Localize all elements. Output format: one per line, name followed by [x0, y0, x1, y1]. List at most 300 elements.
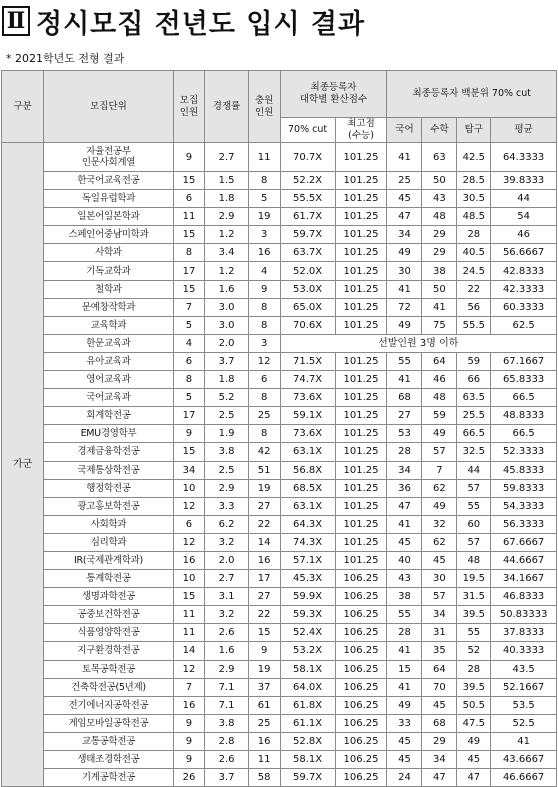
korean-cell: 45: [387, 732, 422, 750]
unit-name: 국어교육과: [44, 389, 173, 407]
competition-cell: 2.0: [205, 551, 248, 569]
inquiry-cell: 39.5: [457, 606, 491, 624]
cut70-cell: 52.4X: [280, 624, 335, 642]
cut70-cell: 53.2X: [280, 642, 335, 660]
max-score-cell: 101.25: [335, 515, 387, 533]
table-row: [2, 606, 557, 624]
average-cell: 44: [491, 190, 557, 208]
quota-cell: 6: [173, 190, 205, 208]
cut70-cell: 63.7X: [280, 244, 335, 262]
cut70-cell: 65.0X: [280, 298, 335, 316]
cut70-cell: 55.5X: [280, 190, 335, 208]
filled-cell: 3: [248, 226, 280, 244]
cut70-cell: 68.5X: [280, 479, 335, 497]
table-row: [2, 769, 557, 787]
quota-cell: 11: [173, 624, 205, 642]
competition-cell: 2.7: [205, 570, 248, 588]
math-cell: 50: [422, 280, 457, 298]
quota-cell: 15: [173, 588, 205, 606]
quota-cell: 15: [173, 226, 205, 244]
competition-cell: 7.1: [205, 678, 248, 696]
header-competition: 경쟁률: [205, 71, 248, 143]
competition-cell: 3.8: [205, 443, 248, 461]
quota-cell: 10: [173, 479, 205, 497]
korean-cell: 68: [387, 389, 422, 407]
inquiry-cell: 48: [457, 551, 491, 569]
filled-cell: 12: [248, 352, 280, 370]
quota-cell: 9: [173, 425, 205, 443]
max-score-cell: 101.25: [335, 389, 387, 407]
average-cell: 52.5: [491, 714, 557, 732]
filled-cell: 25: [248, 714, 280, 732]
unit-name: 생명과학전공: [44, 588, 173, 606]
math-cell: 48: [422, 389, 457, 407]
math-cell: 32: [422, 515, 457, 533]
quota-cell: 9: [173, 751, 205, 769]
max-score-cell: 101.25: [335, 244, 387, 262]
competition-cell: 2.9: [205, 479, 248, 497]
filled-cell: 11: [248, 143, 280, 172]
korean-cell: 45: [387, 533, 422, 551]
max-score-cell: 101.25: [335, 461, 387, 479]
korean-cell: 41: [387, 143, 422, 172]
competition-cell: 3.8: [205, 714, 248, 732]
table-row: [2, 443, 557, 461]
korean-cell: 53: [387, 425, 422, 443]
unit-name: 식품영양학전공: [44, 624, 173, 642]
math-cell: 57: [422, 588, 457, 606]
unit-name: 행정학전공: [44, 479, 173, 497]
filled-cell: 8: [248, 425, 280, 443]
unit-name: 사회학과: [44, 515, 173, 533]
competition-cell: 1.6: [205, 642, 248, 660]
average-cell: 42.8333: [491, 262, 557, 280]
inquiry-cell: 57: [457, 533, 491, 551]
inquiry-cell: 47.5: [457, 714, 491, 732]
filled-cell: 15: [248, 624, 280, 642]
max-score-cell: 106.25: [335, 769, 387, 787]
average-cell: 66.5: [491, 425, 557, 443]
table-row: [2, 208, 557, 226]
competition-cell: 2.6: [205, 751, 248, 769]
filled-cell: 4: [248, 262, 280, 280]
math-cell: 62: [422, 533, 457, 551]
filled-cell: 8: [248, 298, 280, 316]
inquiry-cell: 66: [457, 371, 491, 389]
cut70-cell: 74.3X: [280, 533, 335, 551]
quota-cell: 11: [173, 606, 205, 624]
inquiry-cell: 50.5: [457, 696, 491, 714]
math-cell: 57: [422, 443, 457, 461]
competition-cell: 1.8: [205, 190, 248, 208]
inquiry-cell: 55: [457, 624, 491, 642]
quota-cell: 16: [173, 551, 205, 569]
table-row: [2, 244, 557, 262]
section-number: Ⅱ: [2, 6, 30, 36]
inquiry-cell: 66.5: [457, 425, 491, 443]
filled-cell: 17: [248, 570, 280, 588]
korean-cell: 72: [387, 298, 422, 316]
korean-cell: 28: [387, 624, 422, 642]
inquiry-cell: 60: [457, 515, 491, 533]
cut70-cell: 70.7X: [280, 143, 335, 172]
inquiry-cell: 28: [457, 226, 491, 244]
competition-cell: 2.5: [205, 461, 248, 479]
competition-cell: 2.0: [205, 334, 248, 352]
average-cell: 67.1667: [491, 352, 557, 370]
average-cell: 53.5: [491, 696, 557, 714]
cut70-cell: 59.1X: [280, 407, 335, 425]
korean-cell: 41: [387, 642, 422, 660]
cut70-cell: 58.1X: [280, 660, 335, 678]
cut70-cell: 74.7X: [280, 371, 335, 389]
math-cell: 31: [422, 624, 457, 642]
inquiry-cell: 47: [457, 769, 491, 787]
average-cell: 43.6667: [491, 751, 557, 769]
quota-cell: 11: [173, 208, 205, 226]
max-score-cell: 101.25: [335, 443, 387, 461]
cut70-cell: 59.7X: [280, 769, 335, 787]
table-row: [2, 660, 557, 678]
table-row: [2, 751, 557, 769]
average-cell: 40.3333: [491, 642, 557, 660]
header-inquiry: 탐구: [457, 118, 491, 143]
table-row: [2, 533, 557, 551]
average-cell: 54: [491, 208, 557, 226]
math-cell: 30: [422, 570, 457, 588]
competition-cell: 1.5: [205, 172, 248, 190]
competition-cell: 2.6: [205, 624, 248, 642]
quota-cell: 12: [173, 533, 205, 551]
filled-cell: 42: [248, 443, 280, 461]
unit-name: 게임모바일공학전공: [44, 714, 173, 732]
unit-name: 철학과: [44, 280, 173, 298]
cut70-cell: 61.8X: [280, 696, 335, 714]
math-cell: 7: [422, 461, 457, 479]
quota-cell: 17: [173, 262, 205, 280]
math-cell: 38: [422, 262, 457, 280]
math-cell: 35: [422, 642, 457, 660]
inquiry-cell: 28.5: [457, 172, 491, 190]
filled-cell: 51: [248, 461, 280, 479]
unit-name: 토목공학전공: [44, 660, 173, 678]
korean-cell: 15: [387, 660, 422, 678]
average-cell: 64.3333: [491, 143, 557, 172]
quota-cell: 6: [173, 515, 205, 533]
max-score-cell: 101.25: [335, 226, 387, 244]
korean-cell: 41: [387, 515, 422, 533]
filled-cell: 61: [248, 696, 280, 714]
unit-name: 경제금융학전공: [44, 443, 173, 461]
competition-cell: 2.9: [205, 660, 248, 678]
max-score-cell: 106.25: [335, 642, 387, 660]
table-row: [2, 407, 557, 425]
quota-cell: 9: [173, 143, 205, 172]
table-row: [2, 280, 557, 298]
filled-cell: 6: [248, 371, 280, 389]
unit-name: EMU경영학부: [44, 425, 173, 443]
filled-cell: 37: [248, 678, 280, 696]
cut70-cell: 61.7X: [280, 208, 335, 226]
competition-cell: 2.9: [205, 208, 248, 226]
korean-cell: 41: [387, 371, 422, 389]
average-cell: 62.5: [491, 316, 557, 334]
inquiry-cell: 55: [457, 497, 491, 515]
inquiry-cell: 39.5: [457, 678, 491, 696]
filled-cell: 3: [248, 334, 280, 352]
max-score-cell: 101.25: [335, 190, 387, 208]
unit-name-line1: 자율전공부: [86, 146, 131, 157]
table-row: [2, 570, 557, 588]
unit-name: 기독교학과: [44, 262, 173, 280]
unit-name: 스페인어중남미학과: [44, 226, 173, 244]
math-cell: 64: [422, 660, 457, 678]
korean-cell: 45: [387, 751, 422, 769]
max-score-cell: 101.25: [335, 316, 387, 334]
max-score-cell: 106.25: [335, 714, 387, 732]
filled-cell: 27: [248, 497, 280, 515]
inquiry-cell: 44: [457, 461, 491, 479]
math-cell: 47: [422, 769, 457, 787]
inquiry-cell: 25.5: [457, 407, 491, 425]
korean-cell: 45: [387, 190, 422, 208]
korean-cell: 55: [387, 352, 422, 370]
unit-name: 사학과: [44, 244, 173, 262]
competition-cell: 7.1: [205, 696, 248, 714]
cut70-cell: 59.3X: [280, 606, 335, 624]
filled-cell: 16: [248, 244, 280, 262]
inquiry-cell: 40.5: [457, 244, 491, 262]
competition-cell: 3.0: [205, 316, 248, 334]
korean-cell: 43: [387, 570, 422, 588]
competition-cell: 3.0: [205, 298, 248, 316]
header-korean: 국어: [387, 118, 422, 143]
math-cell: 49: [422, 497, 457, 515]
inquiry-cell: 52: [457, 642, 491, 660]
math-cell: 68: [422, 714, 457, 732]
table-row: [2, 678, 557, 696]
table-row: [2, 714, 557, 732]
table-row: [2, 515, 557, 533]
filled-cell: 8: [248, 316, 280, 334]
quota-cell: 5: [173, 316, 205, 334]
header-math: 수학: [422, 118, 457, 143]
average-cell: 34.1667: [491, 570, 557, 588]
quota-cell: 8: [173, 371, 205, 389]
header-group: 구분: [2, 71, 44, 143]
quota-cell: 15: [173, 172, 205, 190]
quota-cell: 7: [173, 678, 205, 696]
table-row: [2, 642, 557, 660]
korean-cell: 41: [387, 280, 422, 298]
average-cell: 37.8333: [491, 624, 557, 642]
filled-cell: 5: [248, 190, 280, 208]
korean-cell: 41: [387, 678, 422, 696]
korean-cell: 40: [387, 551, 422, 569]
max-score-cell: 101.25: [335, 407, 387, 425]
competition-cell: 2.7: [205, 143, 248, 172]
competition-cell: 3.2: [205, 606, 248, 624]
unit-name: 통계학전공: [44, 570, 173, 588]
competition-cell: 5.2: [205, 389, 248, 407]
inquiry-cell: 19.5: [457, 570, 491, 588]
average-cell: 50.83333: [491, 606, 557, 624]
cut70-cell: 63.1X: [280, 497, 335, 515]
quota-cell: 15: [173, 443, 205, 461]
average-cell: 45.8333: [491, 461, 557, 479]
table-row: [2, 371, 557, 389]
quota-cell: 8: [173, 244, 205, 262]
competition-cell: 6.2: [205, 515, 248, 533]
max-score-cell: 101.25: [335, 425, 387, 443]
max-score-cell: 101.25: [335, 172, 387, 190]
math-cell: 41: [422, 298, 457, 316]
math-cell: 45: [422, 696, 457, 714]
max-score-cell: 106.25: [335, 606, 387, 624]
max-score-cell: 101.25: [335, 533, 387, 551]
unit-name-line2: 인문사회계열: [81, 157, 136, 168]
average-cell: 46: [491, 226, 557, 244]
cut70-cell: 71.5X: [280, 352, 335, 370]
unit-name: 교육학과: [44, 316, 173, 334]
filled-cell: 8: [248, 172, 280, 190]
korean-cell: 28: [387, 443, 422, 461]
max-score-cell: 106.25: [335, 570, 387, 588]
math-cell: 43: [422, 190, 457, 208]
math-cell: 29: [422, 732, 457, 750]
inquiry-cell: 48.5: [457, 208, 491, 226]
table-body: [2, 143, 557, 787]
max-score-cell: 101.25: [335, 208, 387, 226]
cut70-cell: 59.7X: [280, 226, 335, 244]
filled-cell: 27: [248, 588, 280, 606]
math-cell: 49: [422, 425, 457, 443]
quota-cell: 34: [173, 461, 205, 479]
korean-cell: 36: [387, 479, 422, 497]
quota-cell: 26: [173, 769, 205, 787]
max-score-cell: 101.25: [335, 143, 387, 172]
max-score-cell: 101.25: [335, 497, 387, 515]
korean-cell: 34: [387, 226, 422, 244]
competition-cell: 1.8: [205, 371, 248, 389]
max-score-cell: 106.25: [335, 624, 387, 642]
unit-name: 지구환경학전공: [44, 642, 173, 660]
math-cell: 48: [422, 208, 457, 226]
quota-cell: 10: [173, 570, 205, 588]
korean-cell: 49: [387, 244, 422, 262]
filled-cell: 19: [248, 208, 280, 226]
inquiry-cell: 28: [457, 660, 491, 678]
table-row: [2, 352, 557, 370]
competition-cell: 1.2: [205, 262, 248, 280]
unit-name: 국제통상학전공: [44, 461, 173, 479]
inquiry-cell: 45: [457, 751, 491, 769]
header-average: 평균: [491, 118, 557, 143]
max-score-cell: 101.25: [335, 280, 387, 298]
filled-cell: 25: [248, 407, 280, 425]
unit-name: 건축학전공(5년제): [44, 678, 173, 696]
quota-cell: 9: [173, 732, 205, 750]
math-cell: 29: [422, 226, 457, 244]
max-score-cell: 101.25: [335, 371, 387, 389]
quota-cell: 5: [173, 389, 205, 407]
inquiry-cell: 32.5: [457, 443, 491, 461]
math-cell: 45: [422, 551, 457, 569]
korean-cell: 27: [387, 407, 422, 425]
quota-cell: 14: [173, 642, 205, 660]
average-cell: 56.3333: [491, 515, 557, 533]
unit-name: 심리학과: [44, 533, 173, 551]
math-cell: 62: [422, 479, 457, 497]
average-cell: 60.3333: [491, 298, 557, 316]
math-cell: 34: [422, 751, 457, 769]
korean-cell: 49: [387, 696, 422, 714]
average-cell: 65.8333: [491, 371, 557, 389]
quota-cell: 6: [173, 352, 205, 370]
unit-name: 일본어일본학과: [44, 208, 173, 226]
competition-cell: 3.7: [205, 769, 248, 787]
average-cell: 48.8333: [491, 407, 557, 425]
math-cell: 50: [422, 172, 457, 190]
competition-cell: 1.2: [205, 226, 248, 244]
filled-cell: 8: [248, 389, 280, 407]
unit-name: 유아교육과: [44, 352, 173, 370]
admission-results-table: [1, 70, 557, 787]
note-cell: 선발인원 3명 이하: [280, 334, 556, 352]
filled-cell: 19: [248, 660, 280, 678]
max-score-cell: 106.25: [335, 732, 387, 750]
max-score-cell: 106.25: [335, 588, 387, 606]
page-subtitle: * 2021학년도 전형 결과: [6, 52, 125, 65]
table-row: [2, 479, 557, 497]
average-cell: 52.1667: [491, 678, 557, 696]
page-title-row: [2, 2, 556, 40]
filled-cell: 22: [248, 606, 280, 624]
average-cell: 42.3333: [491, 280, 557, 298]
inquiry-cell: 49: [457, 732, 491, 750]
unit-name: 기계공학전공: [44, 769, 173, 787]
unit-name: 교통공학전공: [44, 732, 173, 750]
filled-cell: 16: [248, 551, 280, 569]
table-row: [2, 732, 557, 750]
inquiry-cell: 55.5: [457, 316, 491, 334]
quota-cell: 4: [173, 334, 205, 352]
cut70-cell: 73.6X: [280, 425, 335, 443]
inquiry-cell: 59: [457, 352, 491, 370]
table-row: [2, 172, 557, 190]
competition-cell: 3.1: [205, 588, 248, 606]
korean-cell: 47: [387, 208, 422, 226]
inquiry-cell: 30.5: [457, 190, 491, 208]
max-score-cell: 101.25: [335, 262, 387, 280]
unit-name: 회계학전공: [44, 407, 173, 425]
competition-cell: 2.8: [205, 732, 248, 750]
table-row: [2, 190, 557, 208]
competition-cell: 1.6: [205, 280, 248, 298]
max-score-cell: 101.25: [335, 352, 387, 370]
header-quota: 모집 인원: [173, 71, 205, 143]
header-filled: 충원 인원: [248, 71, 280, 143]
competition-cell: 3.2: [205, 533, 248, 551]
korean-cell: 34: [387, 461, 422, 479]
max-score-cell: 106.25: [335, 751, 387, 769]
cut70-cell: 52.2X: [280, 172, 335, 190]
cut70-cell: 52.0X: [280, 262, 335, 280]
korean-cell: 38: [387, 588, 422, 606]
max-score-cell: 106.25: [335, 696, 387, 714]
math-cell: 46: [422, 371, 457, 389]
filled-cell: 58: [248, 769, 280, 787]
